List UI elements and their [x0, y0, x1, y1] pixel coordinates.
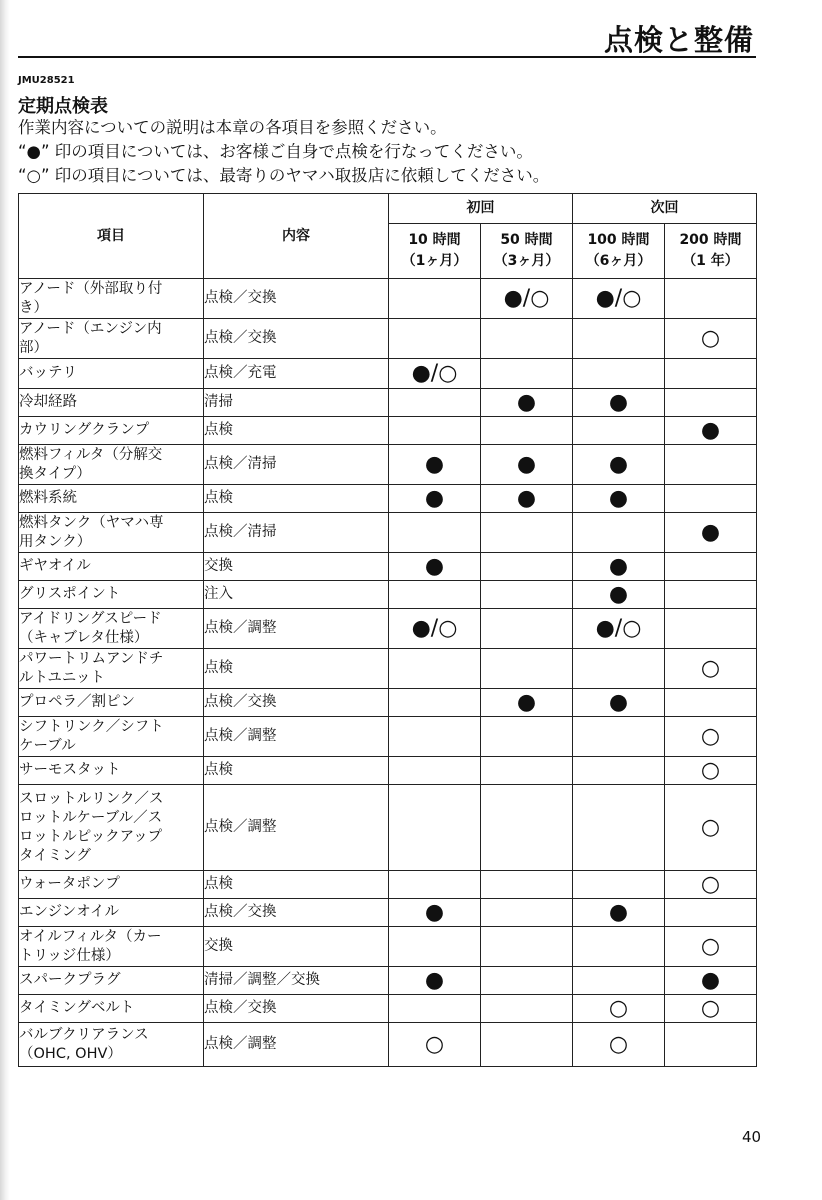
mark-cell-100h: ● — [573, 899, 665, 927]
mark-cell-50h — [481, 319, 573, 359]
item-cell — [19, 717, 204, 757]
mark-cell-50h — [481, 871, 573, 899]
mark-cell-50h — [481, 785, 573, 871]
mark-cell-50h — [481, 717, 573, 757]
mark-cell-50h — [481, 581, 573, 609]
content-cell: 点検／交換 — [204, 319, 389, 359]
mark-cell-200h — [665, 485, 757, 513]
mark-cell-100h: ● — [573, 553, 665, 581]
section-title: 点検と整備 — [603, 23, 754, 57]
mark-cell-10h — [389, 417, 481, 445]
header-100h-hours: 100 時間 — [587, 232, 650, 248]
mark-cell-10h: ●/○ — [389, 609, 481, 649]
mark-cell-100h: ● — [573, 485, 665, 513]
table-body — [19, 279, 757, 1067]
item-label-line: 部） — [19, 339, 48, 356]
item-cell — [19, 609, 204, 649]
item-label-line: 冷却経路 — [19, 394, 77, 410]
content-cell: 点検 — [204, 649, 389, 689]
mark-cell-100h: ● — [573, 581, 665, 609]
content-cell: 点検 — [204, 417, 389, 445]
content-cell: 交換 — [204, 553, 389, 581]
header-200h-period: （1 年） — [682, 253, 739, 269]
intro-line: 作業内容についての説明は本章の各項目を参照ください。 — [18, 118, 447, 137]
item-cell — [19, 417, 204, 445]
page-heading: 定期点検表 — [18, 96, 108, 117]
mark-cell-50h — [481, 899, 573, 927]
item-label-line: ロットルピックアップ — [19, 828, 163, 845]
header-100h — [573, 224, 665, 279]
mark-cell-10h: ● — [389, 553, 481, 581]
content-cell: 点検 — [204, 485, 389, 513]
mark-cell-10h — [389, 927, 481, 967]
mark-cell-100h — [573, 871, 665, 899]
mark-cell-100h: ●/○ — [573, 279, 665, 319]
header-200h-hours: 200 時間 — [679, 232, 742, 248]
mark-cell-200h: ○ — [665, 995, 757, 1023]
item-label-line: （OHC, OHV） — [19, 1045, 122, 1062]
table-row — [19, 871, 757, 899]
mark-cell-10h — [389, 513, 481, 553]
item-label-line: き） — [19, 299, 48, 316]
mark-cell-10h — [389, 389, 481, 417]
item-label-line: シフトリンク／シフト — [19, 718, 164, 735]
content-cell: 点検／清掃 — [204, 513, 389, 553]
mark-cell-50h: ●/○ — [481, 279, 573, 319]
mark-cell-10h — [389, 581, 481, 609]
table-row — [19, 279, 757, 319]
item-cell — [19, 445, 204, 485]
mark-cell-100h — [573, 927, 665, 967]
mark-cell-50h — [481, 649, 573, 689]
item-label-line: パワートリムアンドチ — [19, 650, 164, 667]
item-label-line: 燃料系統 — [19, 490, 77, 506]
item-cell — [19, 967, 204, 995]
mark-cell-100h — [573, 417, 665, 445]
item-cell — [19, 319, 204, 359]
content-cell: 点検／調整 — [204, 785, 389, 871]
mark-cell-50h — [481, 609, 573, 649]
item-cell — [19, 757, 204, 785]
mark-cell-100h: ● — [573, 445, 665, 485]
item-label-line: スロットルリンク／ス — [19, 790, 164, 807]
item-cell — [19, 689, 204, 717]
header-50h-period: （3ヶ月） — [493, 253, 560, 269]
item-cell — [19, 581, 204, 609]
table-row — [19, 995, 757, 1023]
table-row — [19, 927, 757, 967]
table-row — [19, 359, 757, 389]
mark-cell-10h: ● — [389, 445, 481, 485]
intro-line: “○” 印の項目については、最寄りのヤマハ取扱店に依頼してください。 — [18, 166, 550, 185]
table-row — [19, 319, 757, 359]
mark-cell-50h: ● — [481, 445, 573, 485]
item-cell — [19, 785, 204, 871]
item-label-line: （キャブレタ仕様） — [19, 629, 149, 646]
content-cell: 点検／交換 — [204, 279, 389, 319]
item-cell — [19, 513, 204, 553]
header-item: 項目 — [19, 194, 204, 279]
table-row — [19, 757, 757, 785]
mark-cell-50h — [481, 1023, 573, 1067]
item-label-line: アノード（外部取り付 — [19, 280, 163, 297]
item-cell — [19, 995, 204, 1023]
item-label-line: タイミングベルト — [19, 1000, 135, 1016]
intro-text — [18, 116, 549, 188]
mark-cell-100h — [573, 359, 665, 389]
mark-cell-200h: ○ — [665, 785, 757, 871]
table-row — [19, 609, 757, 649]
mark-cell-200h: ● — [665, 417, 757, 445]
item-label-line: カウリングクランプ — [19, 422, 150, 438]
mark-cell-50h — [481, 927, 573, 967]
table-row — [19, 1023, 757, 1067]
item-cell — [19, 553, 204, 581]
mark-cell-200h — [665, 389, 757, 417]
item-label-line: ルトユニット — [19, 669, 105, 686]
content-cell: 点検／交換 — [204, 689, 389, 717]
mark-cell-200h: ○ — [665, 871, 757, 899]
mark-cell-200h: ○ — [665, 757, 757, 785]
item-label-line: ケーブル — [19, 737, 76, 754]
mark-cell-100h — [573, 649, 665, 689]
mark-cell-100h — [573, 319, 665, 359]
item-cell — [19, 871, 204, 899]
item-cell — [19, 359, 204, 389]
mark-cell-200h — [665, 1023, 757, 1067]
table-row — [19, 581, 757, 609]
mark-cell-10h — [389, 757, 481, 785]
mark-cell-200h — [665, 279, 757, 319]
item-label-line: エンジンオイル — [19, 904, 120, 920]
content-cell: 清掃／調整／交換 — [204, 967, 389, 995]
mark-cell-10h — [389, 785, 481, 871]
item-label-line: ウォータポンプ — [19, 876, 120, 892]
item-label-line: サーモスタット — [19, 762, 121, 778]
mark-cell-200h — [665, 359, 757, 389]
item-label-line: 燃料タンク（ヤマハ専 — [19, 514, 164, 531]
mark-cell-100h: ● — [573, 389, 665, 417]
mark-cell-200h — [665, 899, 757, 927]
item-cell — [19, 279, 204, 319]
document-code: JMU28521 — [18, 75, 75, 86]
item-label-line: タイミング — [19, 847, 91, 864]
item-label-line: オイルフィルタ（カー — [19, 928, 162, 945]
mark-cell-50h — [481, 553, 573, 581]
header-rule — [18, 56, 756, 58]
item-cell — [19, 927, 204, 967]
item-cell — [19, 1023, 204, 1067]
content-cell: 点検／調整 — [204, 609, 389, 649]
table-row — [19, 445, 757, 485]
content-cell: 点検 — [204, 757, 389, 785]
mark-cell-50h — [481, 967, 573, 995]
mark-cell-200h: ○ — [665, 319, 757, 359]
mark-cell-50h — [481, 995, 573, 1023]
table-row — [19, 553, 757, 581]
mark-cell-10h: ●/○ — [389, 359, 481, 389]
content-cell: 注入 — [204, 581, 389, 609]
mark-cell-10h: ● — [389, 967, 481, 995]
item-label-line: ロットルケーブル／ス — [19, 809, 163, 826]
content-cell: 点検／調整 — [204, 1023, 389, 1067]
mark-cell-200h — [665, 445, 757, 485]
item-label-line: 換タイプ） — [19, 465, 91, 482]
page-number: 40 — [742, 1128, 762, 1146]
table-row — [19, 717, 757, 757]
item-label-line: プロペラ／割ピン — [19, 694, 135, 710]
mark-cell-10h — [389, 995, 481, 1023]
mark-cell-200h — [665, 609, 757, 649]
mark-cell-10h — [389, 649, 481, 689]
item-label-line: グリスポイント — [19, 586, 121, 602]
mark-cell-200h — [665, 553, 757, 581]
table-row — [19, 785, 757, 871]
item-label-line: トリッジ仕様） — [19, 947, 120, 964]
table-row — [19, 899, 757, 927]
intro-line: “●” 印の項目については、お客様ご自身で点検を行なってください。 — [18, 142, 533, 161]
item-cell — [19, 389, 204, 417]
mark-cell-200h: ● — [665, 967, 757, 995]
content-cell: 点検 — [204, 871, 389, 899]
header-100h-period: （6ヶ月） — [585, 253, 652, 269]
mark-cell-100h: ●/○ — [573, 609, 665, 649]
table-row — [19, 389, 757, 417]
table-row — [19, 513, 757, 553]
table-row — [19, 417, 757, 445]
header-50h-hours: 50 時間 — [500, 232, 553, 248]
item-cell — [19, 649, 204, 689]
mark-cell-10h — [389, 689, 481, 717]
mark-cell-10h — [389, 871, 481, 899]
mark-cell-200h — [665, 689, 757, 717]
item-cell — [19, 899, 204, 927]
item-label-line: 燃料フィルタ（分解交 — [19, 446, 163, 463]
mark-cell-50h — [481, 359, 573, 389]
header-initial: 初回 — [389, 194, 573, 224]
mark-cell-50h: ● — [481, 389, 573, 417]
item-label-line: バルブクリアランス — [19, 1026, 149, 1043]
mark-cell-200h: ○ — [665, 649, 757, 689]
item-label-line: バッテリ — [19, 365, 77, 381]
header-10h — [389, 224, 481, 279]
mark-cell-10h: ○ — [389, 1023, 481, 1067]
item-label-line: アノード（エンジン内 — [19, 320, 162, 337]
mark-cell-50h: ● — [481, 485, 573, 513]
content-cell: 点検／交換 — [204, 995, 389, 1023]
mark-cell-50h — [481, 513, 573, 553]
table-row — [19, 485, 757, 513]
mark-cell-100h — [573, 757, 665, 785]
mark-cell-50h — [481, 757, 573, 785]
content-cell: 点検／調整 — [204, 717, 389, 757]
content-cell: 交換 — [204, 927, 389, 967]
table-row — [19, 689, 757, 717]
item-label-line: アイドリングスピード — [19, 610, 162, 627]
header-10h-period: （1ヶ月） — [401, 253, 468, 269]
mark-cell-200h: ● — [665, 513, 757, 553]
mark-cell-200h — [665, 581, 757, 609]
header-content: 内容 — [204, 194, 389, 279]
header-next: 次回 — [573, 194, 757, 224]
header-200h — [665, 224, 757, 279]
content-cell: 点検／清掃 — [204, 445, 389, 485]
mark-cell-100h — [573, 717, 665, 757]
item-cell — [19, 485, 204, 513]
mark-cell-10h: ● — [389, 485, 481, 513]
mark-cell-100h: ○ — [573, 1023, 665, 1067]
mark-cell-50h: ● — [481, 689, 573, 717]
table-row — [19, 967, 757, 995]
mark-cell-100h: ○ — [573, 995, 665, 1023]
mark-cell-100h — [573, 967, 665, 995]
mark-cell-10h: ● — [389, 899, 481, 927]
header-10h-hours: 10 時間 — [408, 232, 461, 248]
item-label-line: 用タンク） — [19, 533, 92, 550]
content-cell: 点検／交換 — [204, 899, 389, 927]
header-50h — [481, 224, 573, 279]
mark-cell-100h: ● — [573, 689, 665, 717]
content-cell: 点検／充電 — [204, 359, 389, 389]
content-cell: 清掃 — [204, 389, 389, 417]
mark-cell-200h: ○ — [665, 927, 757, 967]
mark-cell-10h — [389, 717, 481, 757]
mark-cell-100h — [573, 785, 665, 871]
mark-cell-100h — [573, 513, 665, 553]
item-label-line: スパークプラグ — [19, 972, 121, 988]
item-label-line: ギヤオイル — [19, 558, 91, 574]
maintenance-schedule-table — [18, 193, 757, 1067]
mark-cell-10h — [389, 279, 481, 319]
mark-cell-50h — [481, 417, 573, 445]
mark-cell-10h — [389, 319, 481, 359]
table-row — [19, 649, 757, 689]
mark-cell-200h: ○ — [665, 717, 757, 757]
page-edge-shadow — [0, 0, 10, 1200]
